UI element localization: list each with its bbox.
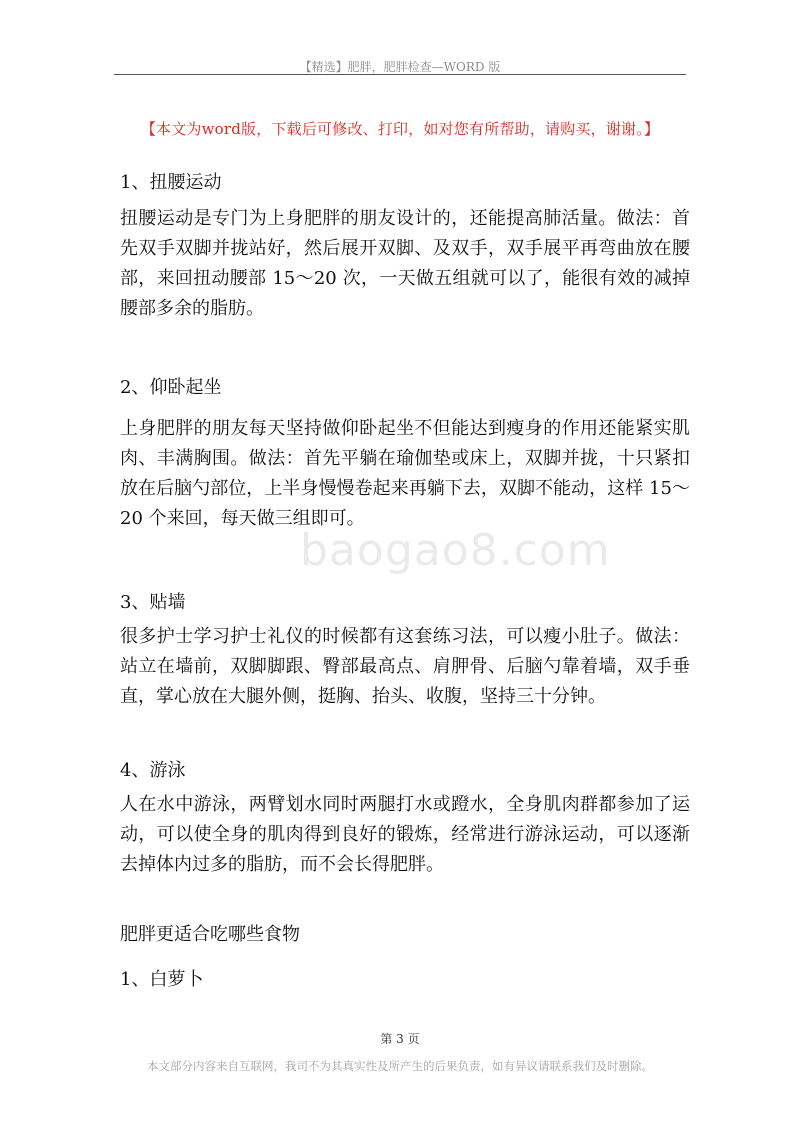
page-number: 第 3 页 (380, 1032, 420, 1046)
section-2-text: 上身肥胖的朋友每天坚持做仰卧起坐不但能达到瘦身的作用还能紧实肌肉、丰满胸围。做法：首先平躺在瑜伽垫或床上，双脚并拢，十只紧扣放在后脑勺部位，上半身慢慢卷起来再躺下去，双脚不能动，这样 15～20 个来回，每天做三组即可。 (120, 418, 690, 529)
footer-disclaimer: 本文部分内容来自互联网，我司不为其真实性及所产生的后果负责，如有异议请联系我们及时删除。 (147, 1059, 653, 1073)
watermark: baogao8.com (300, 525, 611, 576)
section-4-text: 人在水中游泳，两臂划水同时两腿打水或蹬水，全身肌肉群都参加了运动，可以使全身的肌肉得到良好的锻炼，经常进行游泳运动，可以逐渐去掉体内过多的脂肪，而不会长得肥胖。 (120, 794, 690, 875)
page-header: 【精选】肥胖，肥胖检查—WORD 版 (299, 60, 501, 74)
section-3-title: 3、贴墙 (120, 592, 186, 613)
header-divider (114, 74, 686, 75)
section-2-title: 2、仰卧起坐 (120, 377, 222, 398)
food-item-1-title: 1、白萝卜 (120, 969, 204, 990)
section-4-title: 4、游泳 (120, 760, 186, 781)
section-3-text: 很多护士学习护士礼仪的时候都有这套练习法，可以瘦小肚子。做法：站立在墙前，双脚脚跟、臀部最高点、肩胛骨、后脑勺靠着墙，双手垂直，掌心放在大腿外侧，挺胸、抬头、收腹，坚持三十分钟。 (120, 626, 690, 707)
section-1-title: 1、扭腰运动 (120, 172, 222, 193)
purchase-notice: 【本文为word版，下载后可修改、打印，如对您有所帮助，请购买，谢谢。】 (140, 120, 660, 138)
food-section-title: 肥胖更适合吃哪些食物 (120, 924, 300, 945)
section-1-text: 扭腰运动是专门为上身肥胖的朋友设计的，还能提高肺活量。做法：首先双手双脚并拢站好，然后展开双脚、及双手，双手展平再弯曲放在腰部，来回扭动腰部 15～20 次，一天做五组就可以了，能很有效的减掉腰部多余的脂肪。 (120, 208, 690, 319)
